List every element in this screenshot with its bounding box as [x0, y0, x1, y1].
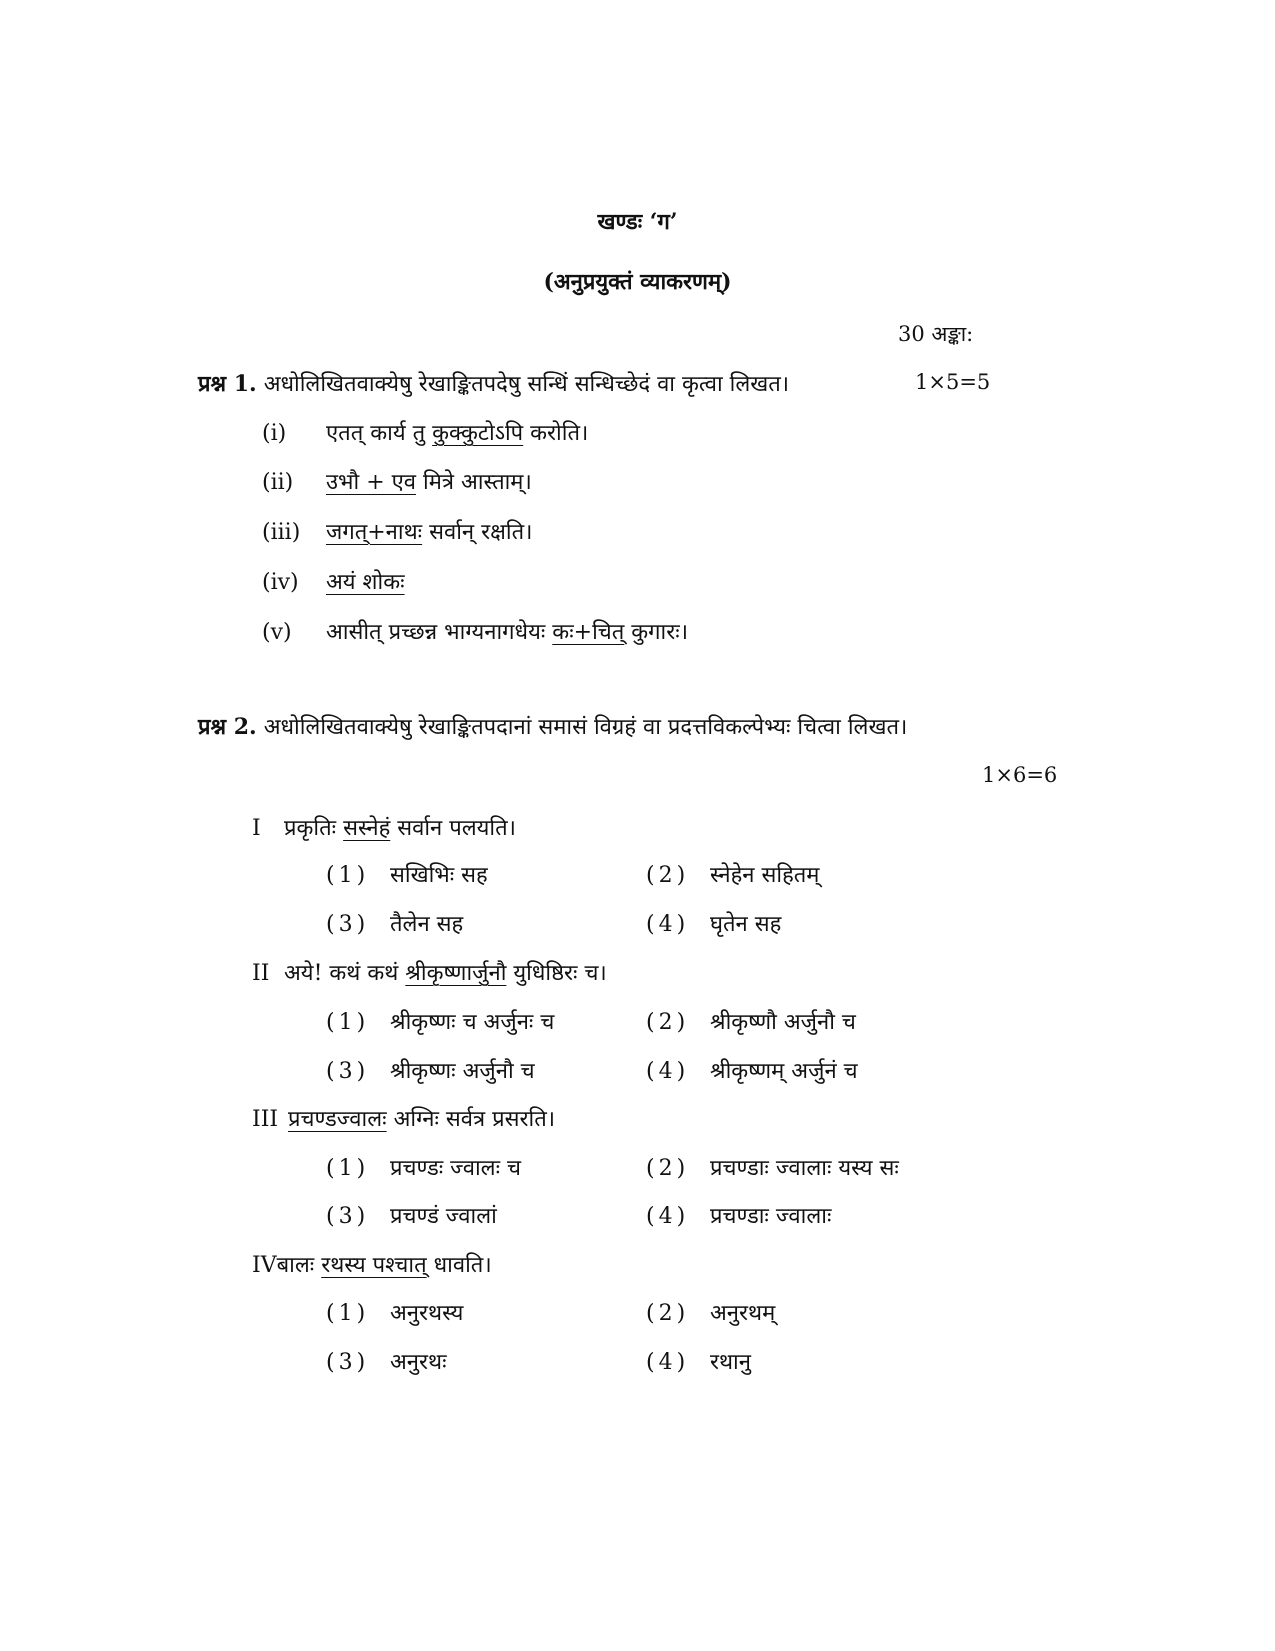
- q1-item-underlined: उभौ + एव: [326, 470, 417, 495]
- option-number: (3): [326, 1059, 370, 1084]
- question-1-text: अधोलिखितवाक्येषु रेखाङ्कितपदेषु सन्धिं सन्धिच्छेदं वा कृत्वा लिखत।: [263, 372, 790, 397]
- q1-item-text: सर्वान् रक्षति।: [422, 520, 533, 545]
- option: [326, 1200, 497, 1230]
- q2-sub-underlined: श्रीकृष्णार्जुनौ: [405, 961, 507, 986]
- q2-sub-underlined: प्रचण्डज्वालः: [288, 1107, 387, 1132]
- question-2-text: अधोलिखितवाक्येषु रेखाङ्कितपदानां समासं विग्रहं वा प्रदत्तविकल्पेभ्यः चित्वा लिखत।: [263, 715, 908, 740]
- q2-sub-text: धावति।: [426, 1253, 492, 1278]
- q1-item: [262, 417, 588, 447]
- q2-sub-question: [252, 957, 607, 987]
- q2-sub-number: IV: [252, 1253, 277, 1278]
- option-text: अनुरथम्: [710, 1301, 776, 1326]
- question-1-marks: 1×5=5: [915, 370, 991, 394]
- option-text: श्रीकृष्णः च अर्जुनः च: [390, 1010, 555, 1035]
- option: [326, 1297, 463, 1327]
- q2-sub-text: बालः: [276, 1253, 322, 1278]
- question-1: [198, 368, 789, 398]
- q2-sub-question: [252, 1103, 555, 1133]
- option-text: अनुरथस्य: [390, 1301, 464, 1326]
- question-1-label: प्रश्न 1.: [198, 371, 257, 397]
- q2-sub-text: अग्निः सर्वत्र प्रसरति।: [386, 1107, 556, 1132]
- option-text: प्रचण्डाः ज्वालाः: [710, 1204, 832, 1229]
- option-number: (3): [326, 1204, 370, 1229]
- section-title: खण्डः ‘ग’: [597, 209, 678, 235]
- q1-item-underlined: जगत्+नाथः: [326, 520, 423, 545]
- option: [646, 1200, 831, 1230]
- option-number: (4): [646, 912, 690, 937]
- q2-sub-text: अये! कथं कथं: [284, 961, 406, 986]
- q1-item-text: एतत् कार्य तु: [326, 421, 433, 446]
- q2-sub-number: I: [252, 816, 261, 841]
- option-number: (3): [326, 1350, 370, 1375]
- option: [646, 1297, 775, 1327]
- option-text: रथानु: [710, 1350, 751, 1375]
- q2-sub-text: प्रकृतिः: [284, 816, 344, 841]
- option: [326, 1346, 447, 1376]
- option-text: श्रीकृष्णौ अर्जुनौ च: [710, 1010, 856, 1035]
- option-number: (1): [326, 1156, 370, 1181]
- option-number: (1): [326, 1301, 370, 1326]
- q2-sub-number: III: [252, 1107, 279, 1132]
- option: [646, 1152, 899, 1182]
- q1-item-text: मित्रे आस्ताम्।: [416, 470, 532, 495]
- option-number: (3): [326, 912, 370, 937]
- section-subtitle: (अनुप्रयुक्तं व्याकरणम्): [543, 269, 732, 295]
- q2-sub-text: सर्वान पलयति।: [390, 816, 517, 841]
- q1-item-text: करोति।: [523, 421, 589, 446]
- question-2-label: प्रश्न 2.: [198, 714, 257, 740]
- option: [326, 859, 488, 889]
- option-number: (4): [646, 1059, 690, 1084]
- option-number: (4): [646, 1204, 690, 1229]
- q1-item-text: आसीत् प्रच्छन्न भाग्यनागधेयः: [326, 620, 553, 645]
- option: [326, 1055, 535, 1085]
- option: [646, 1346, 751, 1376]
- option-number: (4): [646, 1350, 690, 1375]
- q1-item-number: (i): [262, 421, 287, 446]
- q1-item-underlined: अयं शोकः: [326, 570, 405, 595]
- q1-item: [262, 616, 688, 646]
- option-text: प्रचण्डाः ज्वालाः यस्य सः: [710, 1156, 899, 1181]
- option-text: अनुरथः: [390, 1350, 447, 1375]
- q2-sub-underlined: रथस्य पश्चात्: [321, 1253, 427, 1278]
- option: [326, 1152, 521, 1182]
- option: [646, 859, 819, 889]
- q2-sub-number: II: [252, 961, 270, 986]
- option-text: श्रीकृष्णः अर्जुनौ च: [390, 1059, 535, 1084]
- option-number: (2): [646, 1010, 690, 1035]
- option-text: प्रचण्डं ज्वालां: [390, 1204, 497, 1229]
- q1-item-underlined: कः+चित्: [552, 620, 625, 645]
- q1-item-number: (ii): [262, 470, 294, 495]
- question-2-marks: 1×6=6: [982, 763, 1058, 787]
- q1-item-text: कुगारः।: [624, 620, 689, 645]
- option-number: (1): [326, 863, 370, 888]
- option-text: सखिभिः सह: [390, 863, 488, 888]
- option-text: प्रचण्डः ज्वालः च: [390, 1156, 521, 1181]
- option-text: घृतेन सह: [710, 912, 782, 937]
- option: [646, 1055, 858, 1085]
- option-text: स्नेहेन सहितम्: [710, 863, 820, 888]
- q1-item: [262, 566, 405, 596]
- q2-sub-question: [252, 812, 516, 842]
- q1-item-number: (v): [262, 620, 292, 645]
- q2-sub-question: [252, 1249, 492, 1279]
- option-number: (2): [646, 1156, 690, 1181]
- q1-item-number: (iii): [262, 520, 301, 545]
- question-2: [198, 711, 907, 741]
- q1-item-number: (iv): [262, 570, 299, 595]
- q1-item: [262, 466, 532, 496]
- option-number: (2): [646, 863, 690, 888]
- q2-sub-underlined: सस्नेहं: [343, 816, 391, 841]
- q1-item-underlined: कुक्कुटोऽपि: [432, 421, 524, 446]
- option-text: श्रीकृष्णम् अर्जुनं च: [710, 1059, 858, 1084]
- option: [646, 908, 781, 938]
- total-marks: 30 अङ्का:: [898, 322, 974, 346]
- option-number: (2): [646, 1301, 690, 1326]
- option: [326, 1006, 554, 1036]
- option: [646, 1006, 856, 1036]
- q1-item: [262, 516, 532, 546]
- option: [326, 908, 463, 938]
- option-text: तैलेन सह: [390, 912, 464, 937]
- option-number: (1): [326, 1010, 370, 1035]
- q2-sub-text: युधिष्ठिरः च।: [506, 961, 607, 986]
